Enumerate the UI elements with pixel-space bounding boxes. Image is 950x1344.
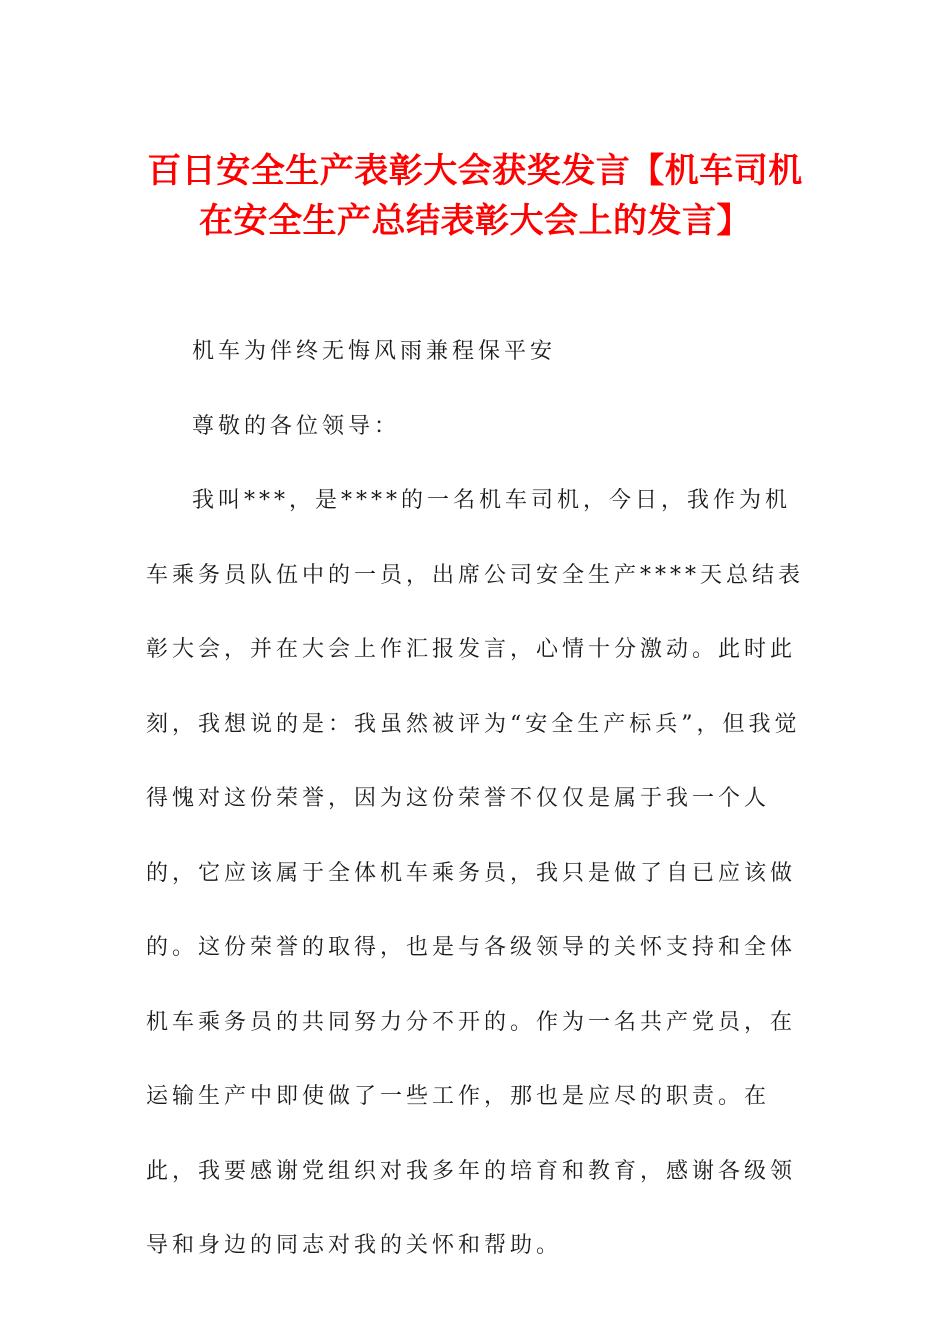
salutation-paragraph: 尊敬的各位领导： [192,413,401,439]
subtitle-paragraph: 机车为伴终无悔风雨兼程保平安 [192,339,557,364]
title-line-2: 在安全生产总结表彰大会上的发言】 [199,201,751,241]
document-body [146,315,804,1284]
body-paragraph: 我叫***，是****的一名机车司机，今日，我作为机车乘务员队伍中的一员，出席公司安全生产****天总结表彰大会，并在大会上作汇报发言，心情十分激动。此时此刻，我想说的是：我虽然被评为“安全生产标兵”，但我觉得愧对这份荣誉，因为这份荣誉不仅仅是属于我一个人的，它应该属于全体机车乘务员，我只是做了自已应该做的。这份荣誉的取得，也是与各级领导的关怀支持和全体机车乘务员的共同努力分不开的。作为一名共产党员，在运输生产中即使做了一些工作，那也是应尽的职责。在此，我要感谢党组织对我多年的培育和教育，感谢各级领导和身边的同志对我的关怀和帮助。 [146,488,805,1258]
document-title [120,146,830,246]
title-line-1: 百日安全生产表彰大会获奖发言【机车司机 [147,151,803,191]
